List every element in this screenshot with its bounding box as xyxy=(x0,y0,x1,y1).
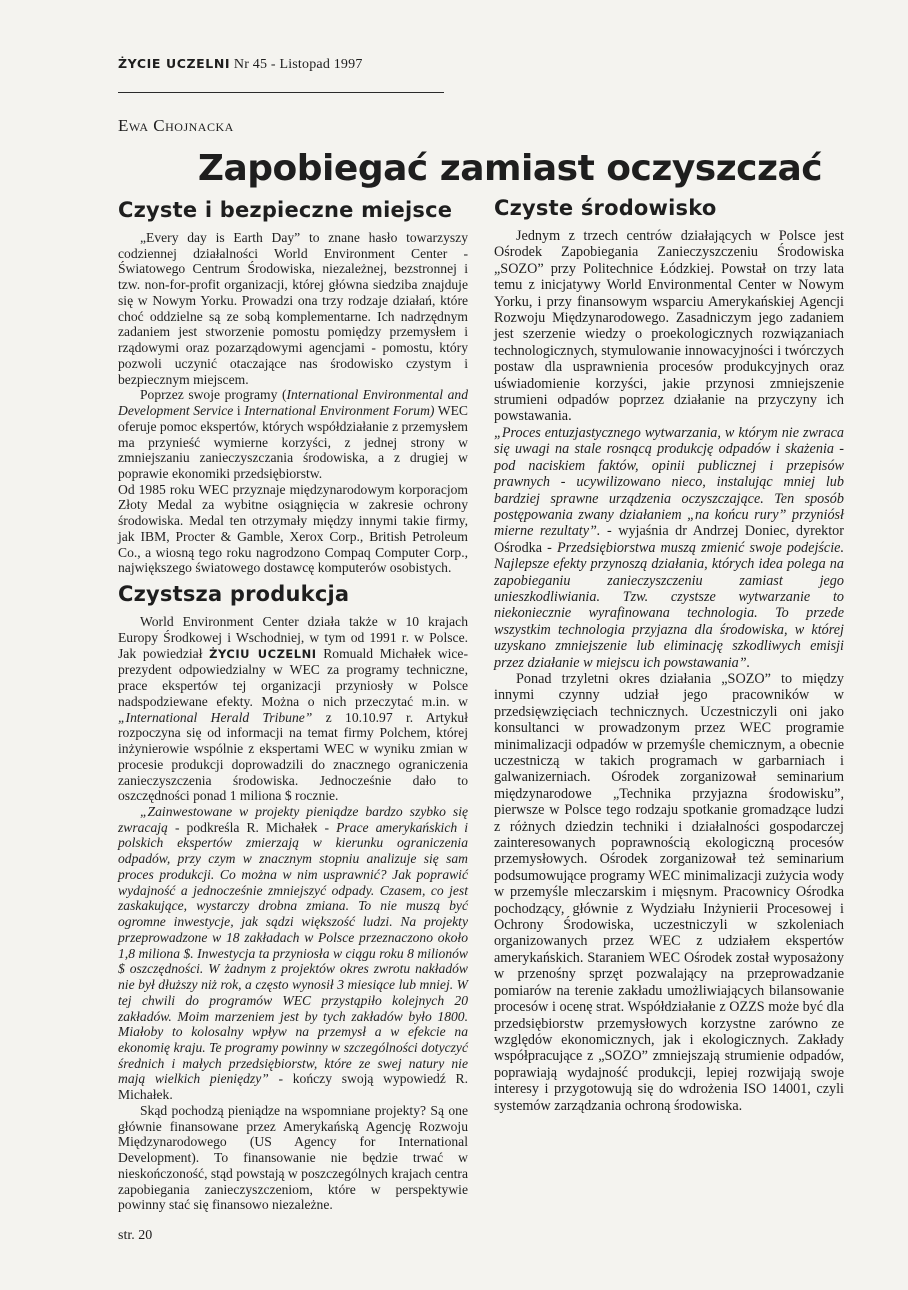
paragraph xyxy=(118,482,468,576)
article-author: Ewa Chojnacka xyxy=(118,116,234,135)
paragraph xyxy=(494,228,844,425)
section-heading-1: Czyste i bezpieczne miejsce xyxy=(118,198,453,222)
paragraph-text: Jednym z trzech centrów działających w Polsce jest Ośrodek Zapobiegania Zanieczyszczeniu Środowiska „SOZO” przy Politechnice Łódzkiej. Powstał on trzy lata temu z inicjatywy World Environmental Center w Nowym Yorku, i przy finansowym wsparciu Amerykańskiej Agencji Rozwoju Międzynarodowego. Zasadniczym jego zadaniem jest szerzenie wiedzy o proekologicznych rozwiązaniach technologicznych, stymulowanie innowacyjności i twórczych postaw dla usprawnienia procesów produkcyjnych oraz uświadomienie korzyści, jakie przynosi zmniejszenie strumieni odpadów poprzez działanie na przyczyny ich powstawania. xyxy=(494,228,844,425)
italic-text: „International Herald Tribune” xyxy=(118,709,313,725)
paragraph xyxy=(118,1103,468,1213)
section-heading-2: Czystsza produkcja xyxy=(118,582,350,607)
paragraph-text: - podkreśla R. Michałek - xyxy=(167,819,337,835)
article-title: Zapobiegać zamiast oczyszczać xyxy=(197,148,823,189)
paragraph xyxy=(118,804,468,1103)
paragraph-text: Ponad trzyletni okres działania „SOZO” to między innymi czynny udział jego pracowników w przedsięwzięciach technicznych. Uczestniczyli oni jako konsultanci w prowadzonym przez WEC programie minimalizacji odpadów w przemyśle chemicznym, a obecnie uczestniczą w takich programach w garbarniach i galwanizerniach. Ośrodek zorganizował seminarium międzynarodowe „Technika przyjazna środowisku”, pierwsze w Polsce tego rodzaju spotkanie gromadzące ludzi z różnych dziedzin techniki i działalności gospodarczej zainteresowanych poprawnością ekologiczną procesów przemysłowych. Ośrodek zorganizował też seminarium podsumowujące programy WEC minimalizacji zużycia wody w przemyśle mleczarskim i mięsnym. Pracownicy Ośrodka pochodzący, głównie z Wydziału Inżynierii Procesowej i Ochrony Środowiska, uczestniczyli w szkoleniach organizowanych przez WEC z udziałem ekspertów amerykańskich. Staraniem WEC Ośrodek został wyposażony w przenośny sprzęt pozwalający na przeprowadzanie pomiarów na terenie zakładu umożliwiających bilansowanie procesów i ocenę strat. Współdziałanie z OZZS może być dla przedsiębiorstw przemysłowych korzystne zarówno ze względów ekonomicznych, jak i ekologicznych. Zakłady współpracujące z „SOZO” zmniejszają strumienie odpadów, poprawiają wydajność produkcji, lepiej rozwijają swoje interesy i przygotowują się do wdrożenia ISO 14001, czyli systemów zarządzania ochroną środowiska. xyxy=(494,670,844,1114)
magazine-name: ŻYCIE UCZELNI xyxy=(118,56,231,71)
italic-text: International Environmental and Development Service xyxy=(118,387,468,419)
right-column xyxy=(494,196,844,1114)
italic-text: „Proces entuzjastycznego wytwarzania, w którym nie zwraca się uwagi na stale rosnącą produkcję odpadów i skażenia - pod naciskiem faktów, opinii publicznej i przepisów prawnych - ucywilizowano nieco, instalując mniej lub bardziej sprawne urządzenia oczyszczające. Ten sposób postępowania zwany działaniem „na końcu rury” przyniósł mierne rezultaty”. xyxy=(494,424,844,540)
masthead-divider xyxy=(118,92,444,93)
paragraph-text: Od 1985 roku WEC przyznaje międzynarodowym korporacjom Złoty Medal za wybitne osiągnięcia w zakresie ochrony środowiska. Medal ten otrzymały między innymi takie firmy, jak IBM, Procter & Gamble, Xerox Corp., British Petroleum Co., a wiosną tego roku nagrodzono Compaq Computer Corp., największego światowego dostawcę komputerów osobistych. xyxy=(118,481,468,576)
paragraph xyxy=(118,230,468,387)
paragraph-text: Skąd pochodzą pieniądze na wspomniane projekty? Są one głównie finansowane przez Amerykańską Agencję Rozwoju Międzynarodowego (US Agency for International Development). To finansowanie nie będzie trwać w nieskończoność, stąd powstają w poszczególnych krajach centra zapobiegania zanieczyszczeniom, które w perspektywie powinny stać się finansowo niezależne. xyxy=(118,1102,468,1213)
paragraph-text: WEC oferuje pomoc ekspertów, których współdziałanie z przemysłem ma przynieść wymierne korzyści, z jednej strony w zmniejszaniu zanieczyszczania środowiska, a z drugiej w poprawie ekonomiki przedsiębiorstw. xyxy=(118,403,468,482)
magazine-name-inline: ŻYCIU UCZELNI xyxy=(209,646,317,661)
paragraph xyxy=(118,387,468,481)
italic-text: International Environment Forum) xyxy=(244,403,435,419)
italic-text: „Zainwestowane w projekty pieniądze bardzo szybko się zwracają xyxy=(118,803,468,835)
paragraph-text: Poprzez swoje programy ( xyxy=(140,387,287,403)
paragraph-text: Romuald Michałek wice-prezydent odpowiedzialny w WEC za programy techniczne, prace ekspertów tej organizacji przyniosły w Polsce nadspodziewane efekty. Można o nich przeczytać m.in. w xyxy=(118,645,468,709)
issue-info: Nr 45 - Listopad 1997 xyxy=(233,57,363,72)
left-column xyxy=(118,198,468,1213)
page-number: str. 20 xyxy=(118,1228,153,1243)
paragraph-text: i xyxy=(233,403,245,419)
paragraph-text: World Environment Center działa także w 10 krajach Europy Środkowej i Wschodniej, w tym od 1991 r. w Polsce. Jak powiedział xyxy=(118,614,468,661)
italic-text: Prace amerykańskich i polskich ekspertów zmierzają w kierunku ograniczenia odpadów, przy czym w znacznym stopniu analizuje się sam proces produkcji. Co można w nim usprawnić? Jak poprawić wydajność a jednocześnie zmniejszyć odpady. Czasem, co jest zaskakujące, wystarczy drobna zmiana. To nie muszą być ogromne inwestycje, jak sądzi większość ludzi. Na projekty przeprowadzone w 18 zakładach w Polsce przeznaczono około 1,8 miliona $. Inwestycja ta przyniosła w ciągu roku 8 milionów $ oszczędności. W żadnym z projektów okres zwrotu nakładów nie był dłuższy niż rok, a często wynosił 3 miesiące lub mniej. W tej chwili do programów WEC przystąpiło kolejnych 20 zakładów. Moim marzeniem jest by tych zakładów było 1800. Miałoby to kolosalny wpływ na przemysł a w efekcie na ekonomię kraju. Te programy powinny w szczególności dotyczyć średnich i małych przedsiębiorstw, które ze swej natury nie mają wielkich pieniędzy” xyxy=(118,819,469,1087)
masthead xyxy=(118,56,363,73)
paragraph-text: - wyjaśnia dr Andrzej Doniec, dyrektor Ośrodka - xyxy=(494,523,844,556)
italic-text: Przedsiębiorstwa muszą zmienić swoje podejście. Najlepsze efekty przynoszą działania, których idea polega na zapobieganiu zanieczyszczeniu zamiast jego unieszkodliwiania. Tzw. czystsze wytwarzanie to niekoniecznie wyrafinowana technologia. To przede wszystkim technologia przyjazna dla środowiska, w której uzyskano zmniejszenie lub eliminację szkodliwych emisji przez działanie w miejscu ich powstawania”. xyxy=(494,539,844,671)
section-heading-3: Czyste środowisko xyxy=(494,196,717,220)
paragraph-text: z 10.10.97 r. Artykuł rozpoczyna się od informacji na temat firmy Polchem, której inżynierowie wspólnie z ekspertami WEC w wyniku zmian w procesie produkcji doprowadzili do znacznego ograniczenia zanieczyszczenia środowiska. Jednocześnie dało to oszczędności ponad 1 miliona $ rocznie. xyxy=(118,709,469,804)
paragraph-text: - kończy swoją wypowiedź R. Michałek. xyxy=(118,1071,468,1103)
paragraph xyxy=(118,614,468,804)
paragraph-text: „Every day is Earth Day” to znane hasło towarzyszy codziennej działalności World Environment Center - Światowego Centrum Środowiska, niezależnej, bezstronnej i tzw. non-for-profit organizacji, której główna siedziba znajduje się w Nowym Yorku. Prowadzi ona trzy rodzaje działań, które choć oddzielne są ze sobą komplementarne. Ich nadrzędnym zadaniem jest stworzenie pomostu pomiędzy przemysłem i rządowymi oraz pozarządowymi agencjami - pomostu, który pozwoli uczynić otaczające nas środowisko czystym i bezpiecznym miejscem. xyxy=(118,230,468,387)
paragraph xyxy=(494,671,844,1114)
paragraph xyxy=(494,425,844,671)
